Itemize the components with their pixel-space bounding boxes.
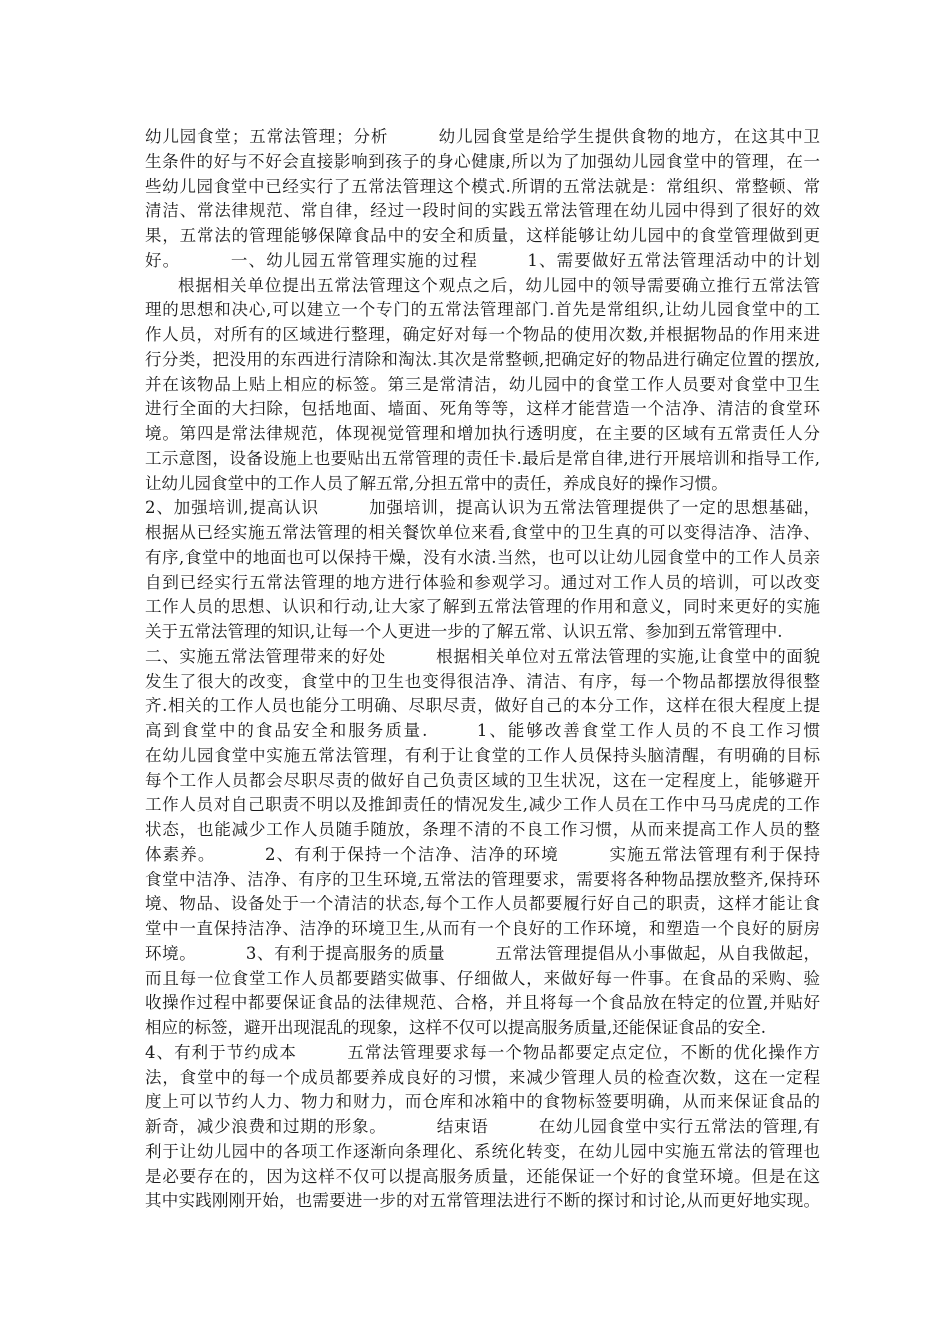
text-segment: 幼儿园食堂是给学生提供食物的地方，在这其中卫 — [437, 127, 820, 146]
text-line — [145, 1115, 820, 1140]
spacer — [216, 859, 266, 860]
text-line — [145, 670, 820, 695]
text-line — [145, 422, 820, 447]
text-line — [145, 645, 820, 670]
text-segment: 根据从已经实施五常法管理的相关餐饮单位来看,食堂中的卫生真的可以变得洁净、洁净、 — [145, 523, 820, 542]
text-segment: 其中实践刚刚开始，也需要进一步的对五常管理法进行不断的探讨和讨论,从而更好地实现。 — [145, 1191, 820, 1211]
text-line — [145, 175, 820, 200]
text-segment: 收操作过程中都要保证食品的法律规范、合格，并且将每一个食品放在特定的位置,并贴好 — [145, 993, 820, 1013]
text-segment: 二、实施五常法管理带来的好处 — [145, 646, 386, 666]
text-line — [145, 917, 820, 942]
text-segment: 理的思想和决心,可以建立一个专门的五常法管理部门.首先是常组织,让幼儿园食堂中的工 — [145, 300, 820, 320]
text-line — [145, 472, 820, 497]
text-line — [145, 496, 820, 521]
spacer — [180, 265, 230, 266]
text-line — [145, 694, 820, 719]
text-segment: 食堂中洁净、洁净、有序的卫生环境,五常法的管理要求，需要将各种物品摆放整齐,保持环 — [145, 869, 820, 889]
text-line — [145, 447, 820, 472]
text-segment: 发生了很大的改变，食堂中的卫生也变得很洁净、清洁、有序，每一个物品都摆放得很整 — [145, 671, 820, 691]
text-segment: 度上可以节约人力、物力和财力，而仓库和冰箱中的食物标签要明确，从而来保证食品的 — [145, 1092, 820, 1112]
text-segment: 果，五常法的管理能够保障食品中的安全和质量，这样能够让幼儿园中的食堂管理做到更 — [145, 226, 820, 245]
spacer — [386, 661, 436, 662]
text-line — [145, 1066, 820, 1091]
text-line — [145, 769, 820, 794]
text-line — [145, 571, 820, 596]
text-segment: 高到食堂中的食品安全和服务质量. — [145, 721, 428, 740]
text-line — [145, 199, 820, 224]
text-line — [145, 942, 820, 967]
text-line — [145, 967, 820, 992]
text-line — [145, 892, 820, 917]
text-line — [145, 150, 820, 175]
text-line — [145, 249, 820, 274]
text-segment: 体素养。 — [145, 844, 216, 864]
text-line — [145, 793, 820, 818]
text-line — [145, 224, 820, 249]
text-line — [145, 1041, 820, 1066]
text-line — [145, 373, 820, 398]
text-segment: 状态，也能减少工作人员随手随放，条理不清的不良工作习惯，从而来提高工作人员的整 — [145, 820, 820, 839]
text-segment: 生条件的好与不好会直接影响到孩子的身心健康,所以为了加强幼儿园食堂中的管理，在一 — [145, 151, 820, 171]
text-line — [145, 1016, 820, 1041]
spacer — [427, 735, 477, 736]
text-segment: 1、需要做好五常法管理活动中的计划 — [527, 250, 821, 270]
text-line — [145, 1140, 820, 1165]
text-segment: 环境。 — [145, 943, 197, 963]
text-segment: 清洁、常法律规范、常自律，经过一段时间的实践五常法管理在幼儿园中得到了很好的效 — [145, 201, 820, 221]
text-segment: 作人员，对所有的区域进行整理，确定好对每一个物品的使用次数,并根据物品的作用来进 — [145, 325, 820, 344]
text-segment: 工作人员对自己职责不明以及推卸责任的情况发生,减少工作人员在工作中马马虎虎的工作 — [145, 795, 820, 815]
text-segment: 根据相关单位对五常法管理的实施,让食堂中的面貌 — [435, 646, 820, 666]
text-line — [145, 125, 820, 150]
text-line — [145, 620, 820, 645]
text-line — [145, 521, 820, 546]
text-segment: 工作人员的思想、认识和行动,让大家了解到五常法管理的作用和意义，同时来更好的实施 — [145, 597, 820, 617]
text-segment: 并在该物品上贴上相应的标签。第三是常清洁，幼儿园中的食堂工作人员要对食堂中卫生 — [145, 374, 820, 394]
spacer — [478, 265, 528, 266]
text-segment: 好。 — [145, 250, 181, 270]
text-line — [145, 1189, 820, 1214]
text-segment: 让幼儿园食堂中的工作人员了解五常,分担五常中的责任，养成良好的操作习惯。 — [145, 473, 728, 493]
text-line — [145, 323, 820, 348]
text-segment: 2、加强培训,提高认识 — [145, 498, 319, 518]
text-segment: 结束语 — [436, 1117, 489, 1136]
spacer — [196, 958, 246, 959]
text-segment: 境。第四是常法律规范，体现视觉管理和增加执行透明度，在主要的区域有五常责任人分 — [145, 424, 820, 443]
text-line — [145, 348, 820, 373]
text-line — [145, 744, 820, 769]
text-line — [145, 868, 820, 893]
text-segment: 一、幼儿园五常管理实施的过程 — [229, 250, 478, 270]
text-segment: 五常法管理要求每一个物品都要定点定位，不断的优化操作方 — [346, 1042, 821, 1062]
text-segment: 齐.相关的工作人员也能分工明确、尽职尽责，做好自己的本分工作，这样在很大程度上提 — [145, 696, 820, 716]
spacer — [319, 512, 369, 513]
text-segment: 法，食堂中的每一个成员都要养成良好的习惯，来减少管理人员的检查次数，这在一定程 — [145, 1067, 820, 1087]
text-segment: 在幼儿园食堂中实施五常法管理，有利于让食堂的工作人员保持头脑清醒，有明确的目标 — [145, 745, 820, 765]
text-segment: 行分类，把没用的东西进行清除和淘汰.其次是常整顿,把确定好的物品进行确定位置的摆放, — [145, 349, 820, 369]
text-segment: 加强培训，提高认识为五常法管理提供了一定的思想基础， — [368, 498, 821, 518]
spacer — [297, 1057, 347, 1058]
text-segment: 堂中一直保持洁净、洁净的环境卫生,从而有一个良好的工作环境，和塑造一个良好的厨房 — [145, 919, 820, 938]
text-segment: 关于五常法管理的知识,让每一个人更进一步的了解五常、认识五常、参加到五常管理中. — [145, 622, 783, 641]
spacer — [559, 859, 609, 860]
text-segment: 进行全面的大扫除，包括地面、墙面、死角等等，这样才能营造一个洁净、清洁的食堂环 — [145, 399, 820, 419]
text-line — [145, 991, 820, 1016]
text-segment: 2、有利于保持一个洁净、洁净的环境 — [265, 844, 559, 864]
text-segment: 是必要存在的，因为这样不仅可以提高服务质量，还能保证一个好的食堂环境。但是在这 — [145, 1166, 820, 1186]
text-segment: 利于让幼儿园中的各项工作逐渐向条理化、系统化转变，在幼儿园中实施五常法的管理也 — [145, 1141, 820, 1161]
text-segment: 根据相关单位提出五常法管理这个观点之后，幼儿园中的领导需要确立推行五常法管 — [178, 275, 820, 295]
text-segment: 4、有利于节约成本 — [145, 1042, 297, 1062]
text-segment: 幼儿园食堂；五常法管理；分析 — [145, 127, 389, 146]
text-segment: 些幼儿园食堂中已经实行了五常法管理这个模式.所谓的五常法就是：常组织、常整顿、常 — [145, 176, 820, 196]
text-line — [145, 719, 820, 744]
spacer — [445, 958, 495, 959]
spacer — [388, 141, 438, 142]
text-line — [145, 397, 820, 422]
text-segment: 五常法管理提倡从小事做起，从自我做起， — [494, 943, 821, 963]
text-segment: 有序,食堂中的地面也可以保持干燥，没有水渍.当然，也可以让幼儿园食堂中的工作人员亲 — [145, 547, 820, 567]
text-segment: 每个工作人员都会尽职尽责的做好自己负责区域的卫生状况，这在一定程度上，能够避开 — [145, 770, 820, 790]
text-segment: 在幼儿园食堂中实行五常法的管理,有 — [538, 1117, 820, 1136]
text-segment: 工示意图，设备设施上也要贴出五常管理的责任卡.最后是常自律,进行开展培训和指导工作, — [145, 448, 820, 468]
text-segment: 3、有利于提高服务的质量 — [245, 943, 446, 963]
text-line — [145, 298, 820, 323]
text-line — [145, 1090, 820, 1115]
text-line — [145, 274, 820, 299]
text-segment: 而且每一位食堂工作人员都要踏实做事、仔细做人，来做好每一件事。在食品的采购、验 — [145, 968, 820, 988]
text-line — [145, 843, 820, 868]
spacer — [489, 1131, 539, 1132]
text-segment: 新奇，减少浪费和过期的形象。 — [145, 1117, 387, 1136]
text-segment: 境、物品、设备处于一个清洁的状态,每个工作人员都要履行好自己的职责，这样才能让食 — [145, 894, 820, 914]
text-segment: 自到已经实行五常法管理的地方进行体验和参观学习。通过对工作人员的培训，可以改变 — [145, 572, 820, 592]
text-segment: 实施五常法管理有利于保持 — [608, 844, 821, 864]
text-segment: 相应的标签，避开出现混乱的现象，这样不仅可以提高服务质量,还能保证食品的安全. — [145, 1018, 766, 1037]
text-segment: 1、能够改善食堂工作人员的不良工作习惯 — [476, 721, 820, 740]
spacer — [387, 1131, 437, 1132]
text-line — [145, 595, 820, 620]
text-line — [145, 1165, 820, 1190]
text-line — [145, 818, 820, 843]
text-line — [145, 546, 820, 571]
document-body-text — [145, 125, 820, 1214]
